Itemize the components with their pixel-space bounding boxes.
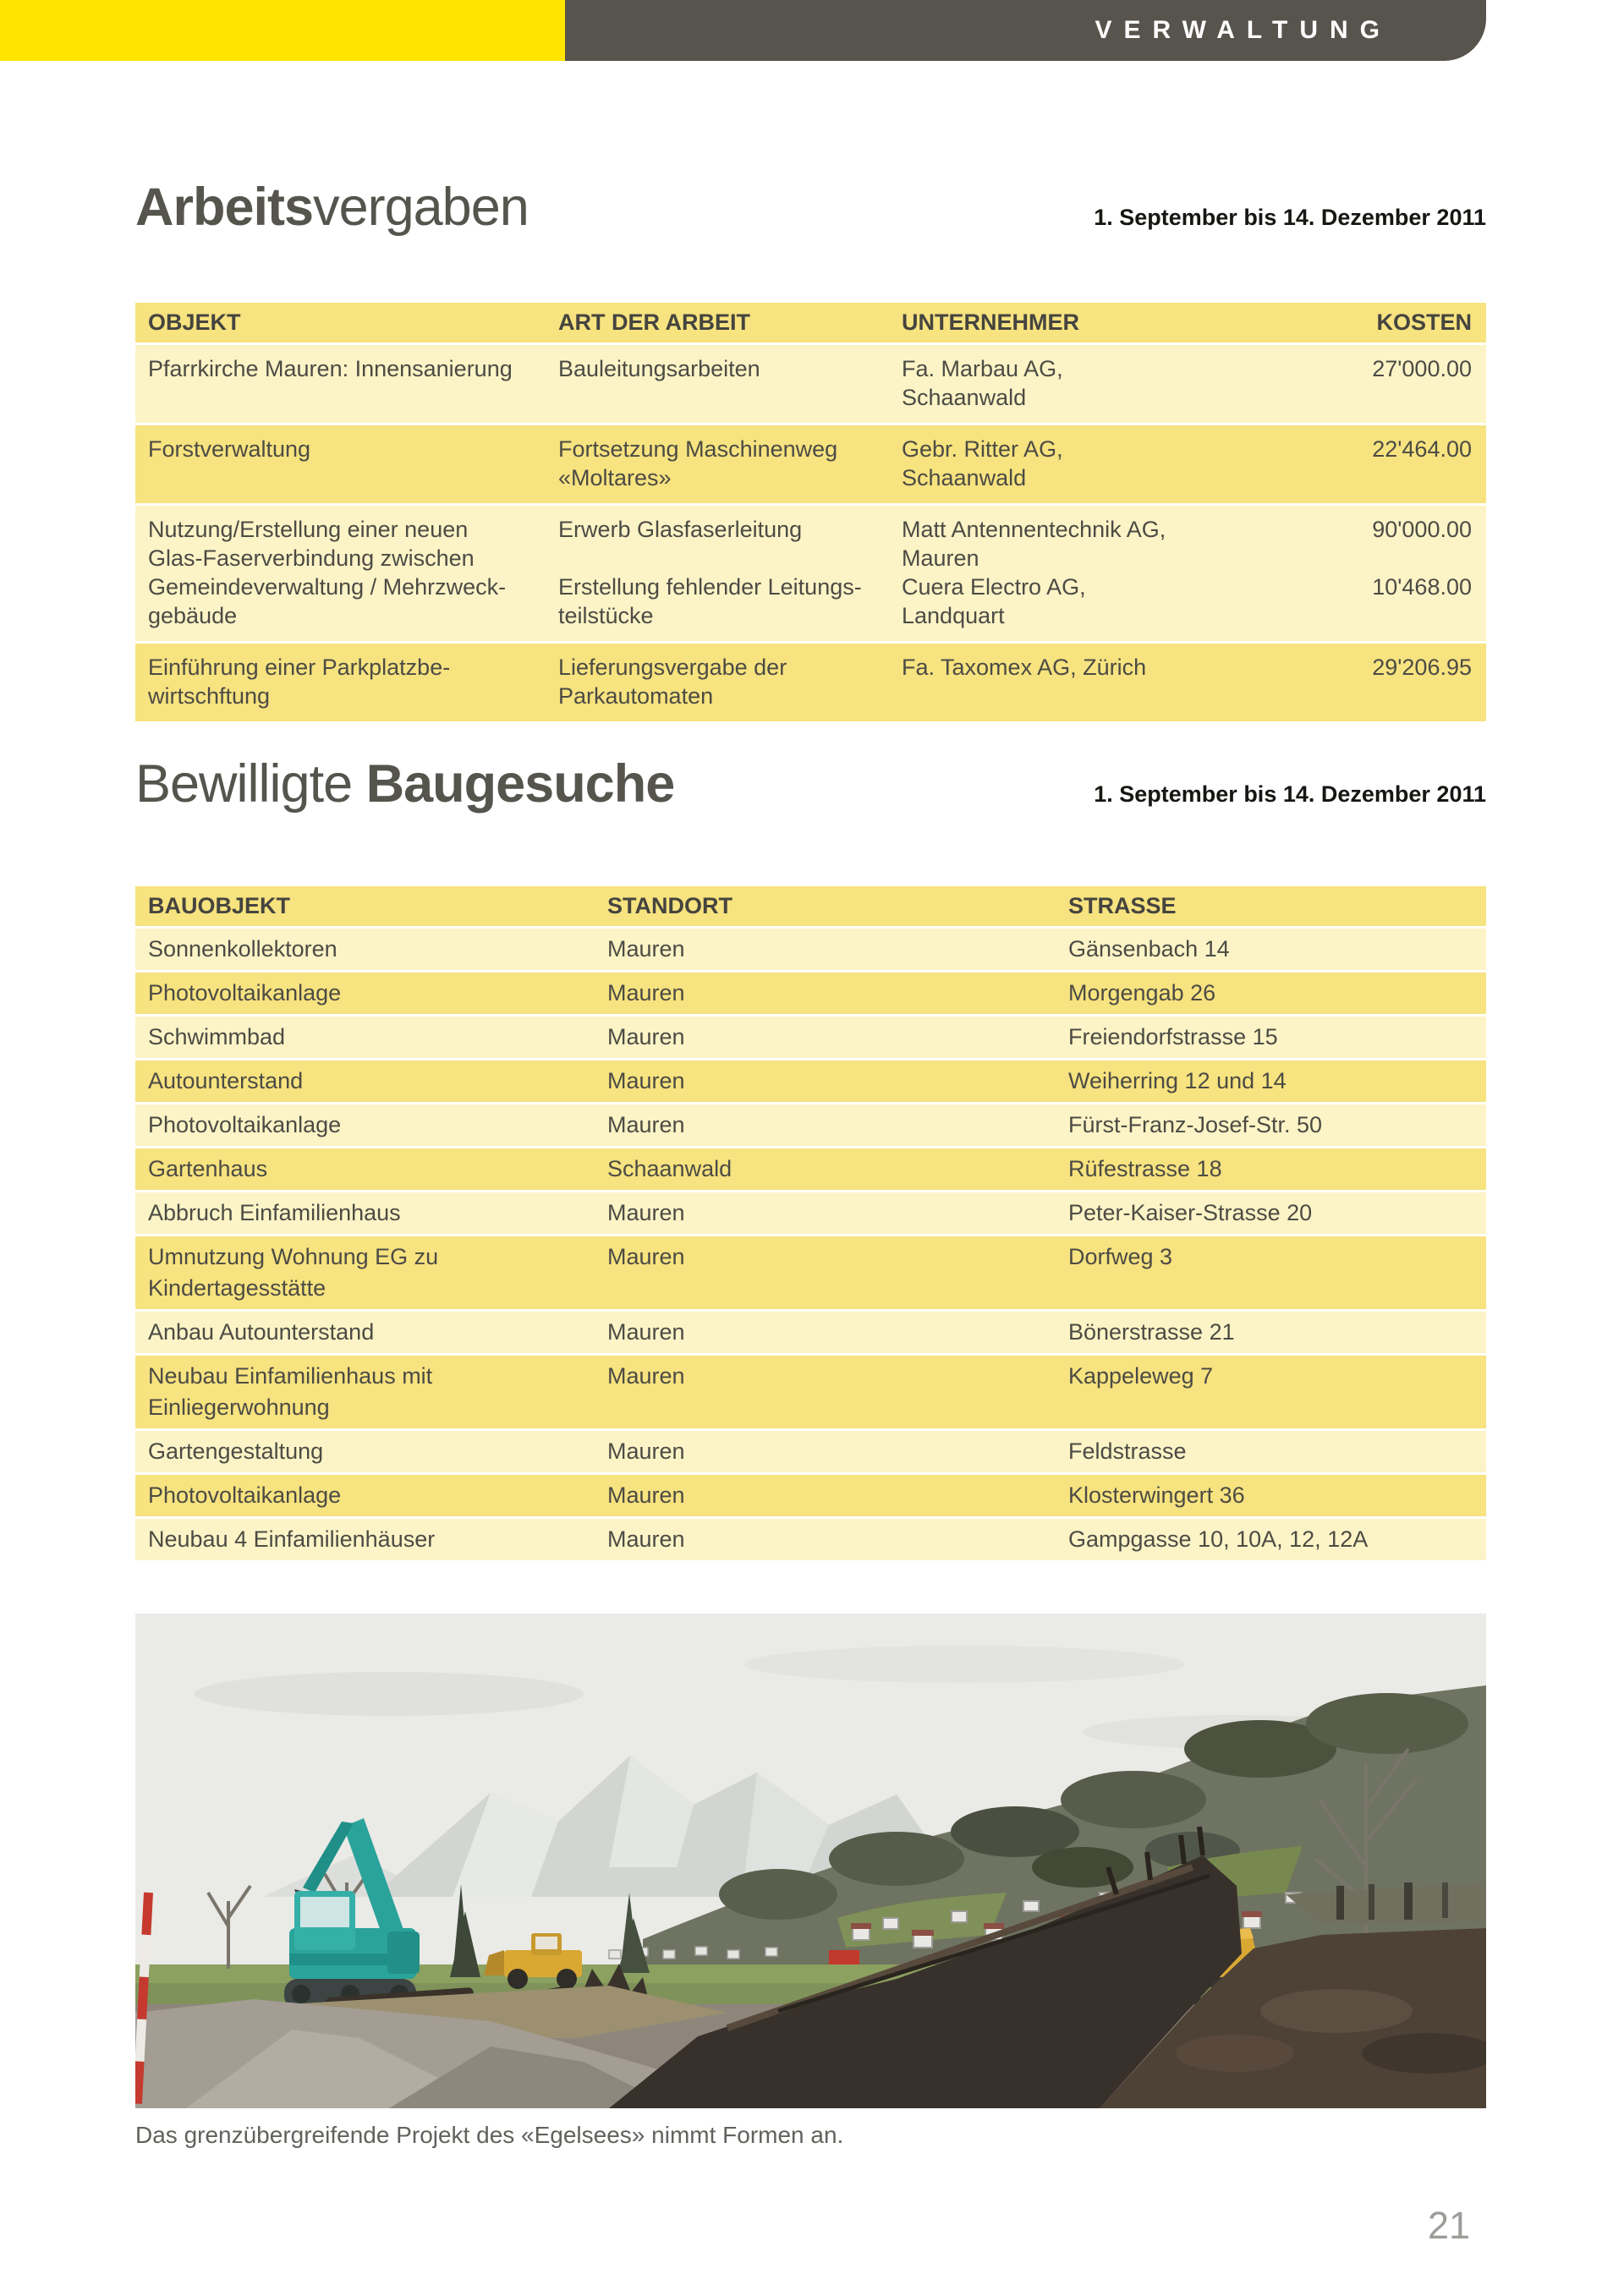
table-row (135, 973, 1486, 1014)
cell-bauobjekt (135, 973, 595, 1014)
column-header-objekt: OBJEKT (148, 310, 241, 335)
cell-line: Feldstrasse (1068, 1438, 1187, 1464)
section1-date-range: 1. September bis 14. Dezember 2011 (1094, 205, 1486, 230)
cell-line: Fortsetzung Maschinenweg (558, 436, 838, 462)
cell-line: Glas-Faserverbindung zwischen (148, 545, 475, 571)
cell-strasse (1056, 929, 1486, 970)
cell-line: Neubau 4 Einfamilienhäuser (148, 1526, 436, 1552)
cell-line: Dorfweg 3 (1068, 1244, 1173, 1269)
column-header-bauobjekt: BAUOBJEKT (148, 893, 291, 918)
baugesuche-table-header (135, 886, 1486, 926)
cell-art (546, 425, 889, 503)
cell-line: 29'206.95 (1372, 655, 1472, 680)
cell-line: Mauren (607, 1526, 685, 1552)
cell-line: «Moltares» (558, 465, 672, 490)
cell-bauobjekt (135, 1312, 595, 1353)
cell-line: Photovoltaikanlage (148, 980, 342, 1006)
cell-line: Mauren (607, 1200, 685, 1225)
cell-line: Autounterstand (148, 1068, 304, 1093)
table-row (135, 345, 1486, 423)
cell-line: Landquart (902, 603, 1005, 628)
table-row (135, 1475, 1486, 1516)
cell-bauobjekt (135, 1016, 595, 1058)
cell-standort (595, 1475, 1056, 1516)
cell-line: Sonnenkollektoren (148, 936, 337, 962)
cell-line: Nutzung/Erstellung einer neuen (148, 517, 469, 542)
cell-line: Neubau Einfamilienhaus mit (148, 1363, 433, 1389)
section1-heading (135, 178, 1486, 237)
table-row (135, 1312, 1486, 1353)
cell-standort (595, 1148, 1056, 1190)
cell-line: Umnutzung Wohnung EG zu (148, 1244, 439, 1269)
cell-line: 22'464.00 (1372, 436, 1472, 462)
arbeitsvergaben-table (135, 303, 1486, 721)
cell-line: Mauren (607, 980, 685, 1006)
cell-strasse (1056, 1519, 1486, 1560)
cell-strasse (1056, 1104, 1486, 1146)
section1-title-bold: Arbeits (135, 178, 314, 237)
cell-line: Forstverwaltung (148, 436, 311, 462)
cell-bauobjekt (135, 1104, 595, 1146)
cell-bauobjekt (135, 1236, 595, 1309)
cell-line: Photovoltaikanlage (148, 1112, 342, 1137)
cell-line: Mauren (607, 1438, 685, 1464)
cell-strasse (1056, 1431, 1486, 1472)
table-row (135, 644, 1486, 721)
column-header-art-der-arbeit: ART DER ARBEIT (558, 310, 750, 335)
cell-art (546, 506, 889, 641)
cell-standort (595, 1356, 1056, 1428)
cell-line: Anbau Autounterstand (148, 1319, 375, 1345)
column-header-kosten: KOSTEN (1376, 310, 1472, 335)
table-row (135, 1016, 1486, 1058)
table-row (135, 1192, 1486, 1234)
table-row (135, 1236, 1486, 1309)
cell-standort (595, 1104, 1056, 1146)
cell-standort (595, 1312, 1056, 1353)
cell-unternehmer (889, 425, 1210, 503)
cell-objekt (135, 644, 546, 721)
cell-objekt (135, 345, 546, 423)
cell-strasse (1056, 1060, 1486, 1102)
cell-standort (595, 1519, 1056, 1560)
cell-line: Gampgasse 10, 10A, 12, 12A (1068, 1526, 1369, 1552)
cell-line: Bönerstrasse 21 (1068, 1319, 1235, 1345)
cell-kosten (1210, 345, 1486, 423)
cell-bauobjekt (135, 1148, 595, 1190)
column-header-unternehmer: UNTERNEHMER (902, 310, 1080, 335)
cell-strasse (1056, 1192, 1486, 1234)
cell-art (546, 345, 889, 423)
cell-standort (595, 973, 1056, 1014)
section2-title (135, 754, 675, 814)
cell-line: Kappeleweg 7 (1068, 1363, 1214, 1389)
cell-kosten (1210, 644, 1486, 721)
cell-line: Klosterwingert 36 (1068, 1482, 1245, 1508)
cell-standort (595, 1431, 1056, 1472)
cell-objekt (135, 506, 546, 641)
cell-strasse (1056, 973, 1486, 1014)
table-row (135, 1431, 1486, 1472)
table-row (135, 1519, 1486, 1560)
cell-line: Parkautomaten (558, 683, 714, 709)
cell-bauobjekt (135, 1475, 595, 1516)
construction-photo-art (135, 1614, 1486, 2108)
cell-line: Mauren (607, 936, 685, 962)
section-tab-label: VERWALTUNG (1095, 16, 1391, 44)
cell-bauobjekt (135, 929, 595, 970)
baugesuche-table (135, 886, 1486, 1560)
table-row (135, 506, 1486, 641)
cell-standort (595, 1060, 1056, 1102)
cell-line: Gemeindeverwaltung / Mehrzweck- (148, 574, 507, 600)
page-number: 21 (1428, 2204, 1471, 2247)
table-row (135, 929, 1486, 970)
section2-date-range: 1. September bis 14. Dezember 2011 (1094, 781, 1486, 807)
cell-line: 90'000.00 (1372, 517, 1472, 542)
cell-line: Gänsenbach 14 (1068, 936, 1230, 962)
cell-standort (595, 1192, 1056, 1234)
cell-kosten (1210, 506, 1486, 641)
construction-photo (135, 1614, 1486, 2108)
cell-line: Fa. Taxomex AG, Zürich (902, 655, 1147, 680)
cell-line: Mauren (902, 545, 979, 571)
header-section-bar (565, 0, 1486, 61)
section2-title-light: Bewilligte (135, 754, 366, 814)
cell-line: Abbruch Einfamilienhaus (148, 1200, 401, 1225)
cell-line: Mauren (607, 1319, 685, 1345)
table-row (135, 1104, 1486, 1146)
cell-bauobjekt (135, 1519, 595, 1560)
table-row (135, 1148, 1486, 1190)
cell-line: Fa. Marbau AG, (902, 356, 1063, 381)
cell-line: wirtschftung (148, 683, 271, 709)
cell-line: Schaanwald (902, 465, 1027, 490)
cell-line: Peter-Kaiser-Strasse 20 (1068, 1200, 1313, 1225)
cell-line: Matt Antennentechnik AG, (902, 517, 1166, 542)
cell-line (1210, 601, 1472, 630)
arbeitsvergaben-table-body (135, 345, 1486, 721)
cell-line: Gebr. Ritter AG, (902, 436, 1063, 462)
cell-line: Erwerb Glasfaserleitung (558, 517, 803, 542)
cell-strasse (1056, 1312, 1486, 1353)
cell-line (558, 544, 889, 573)
cell-line: Bauleitungsarbeiten (558, 356, 760, 381)
cell-line: teilstücke (558, 603, 654, 628)
cell-line: Schwimmbad (148, 1024, 286, 1049)
cell-bauobjekt (135, 1356, 595, 1428)
baugesuche-table-body (135, 929, 1486, 1560)
cell-line: Mauren (607, 1112, 685, 1137)
photo-caption: Das grenzübergreifende Projekt des «Egelsees» nimmt Formen an. (135, 2122, 844, 2148)
cell-line: Photovoltaikanlage (148, 1482, 342, 1508)
cell-line: Mauren (607, 1482, 685, 1508)
column-header-strasse: STRASSE (1068, 893, 1177, 918)
cell-objekt (135, 425, 546, 503)
cell-unternehmer (889, 506, 1210, 641)
cell-line: Fürst-Franz-Josef-Str. 50 (1068, 1112, 1323, 1137)
cell-line: Einführung einer Parkplatzbe- (148, 655, 451, 680)
section2-heading (135, 754, 1486, 814)
cell-line: Lieferungsvergabe der (558, 655, 787, 680)
column-header-standort: STANDORT (607, 893, 732, 918)
cell-strasse (1056, 1475, 1486, 1516)
cell-bauobjekt (135, 1192, 595, 1234)
cell-line: Mauren (607, 1244, 685, 1269)
cell-strasse (1056, 1236, 1486, 1309)
cell-line: Mauren (607, 1024, 685, 1049)
cell-strasse (1056, 1356, 1486, 1428)
cell-line: Pfarrkirche Mauren: Innensanierung (148, 356, 513, 381)
table-row (135, 1060, 1486, 1102)
cell-line: 27'000.00 (1372, 356, 1472, 381)
cell-standort (595, 1016, 1056, 1058)
header-yellow-block (0, 0, 565, 61)
cell-standort (595, 929, 1056, 970)
cell-unternehmer (889, 644, 1210, 721)
cell-line: Freiendorfstrasse 15 (1068, 1024, 1278, 1049)
cell-strasse (1056, 1016, 1486, 1058)
cell-line: Weiherring 12 und 14 (1068, 1068, 1287, 1093)
cell-kosten (1210, 425, 1486, 503)
cell-line: Gartenhaus (148, 1156, 268, 1181)
cell-line: Mauren (607, 1363, 685, 1389)
cell-line: 10'468.00 (1372, 574, 1472, 600)
table-row (135, 425, 1486, 503)
section2-title-bold: Baugesuche (365, 754, 675, 814)
cell-line (1210, 544, 1472, 573)
cell-strasse (1056, 1148, 1486, 1190)
cell-line: Einliegerwohnung (148, 1395, 330, 1420)
arbeitsvergaben-table-header (135, 303, 1486, 342)
table-row (135, 1356, 1486, 1428)
cell-line: Morgengab 26 (1068, 980, 1216, 1006)
section1-title-light: vergaben (313, 178, 529, 237)
cell-art (546, 644, 889, 721)
cell-bauobjekt (135, 1431, 595, 1472)
cell-line: Schaanwald (607, 1156, 732, 1181)
cell-standort (595, 1236, 1056, 1309)
cell-line: Mauren (607, 1068, 685, 1093)
cell-bauobjekt (135, 1060, 595, 1102)
cell-line: Erstellung fehlender Leitungs- (558, 574, 862, 600)
cell-line: Cuera Electro AG, (902, 574, 1086, 600)
cell-line: Schaanwald (902, 385, 1027, 410)
cell-line: gebäude (148, 603, 238, 628)
cell-line: Gartengestaltung (148, 1438, 324, 1464)
section1-title (135, 178, 529, 237)
cell-line: Rüfestrasse 18 (1068, 1156, 1222, 1181)
cell-unternehmer (889, 345, 1210, 423)
cell-line: Kindertagesstätte (148, 1275, 326, 1301)
